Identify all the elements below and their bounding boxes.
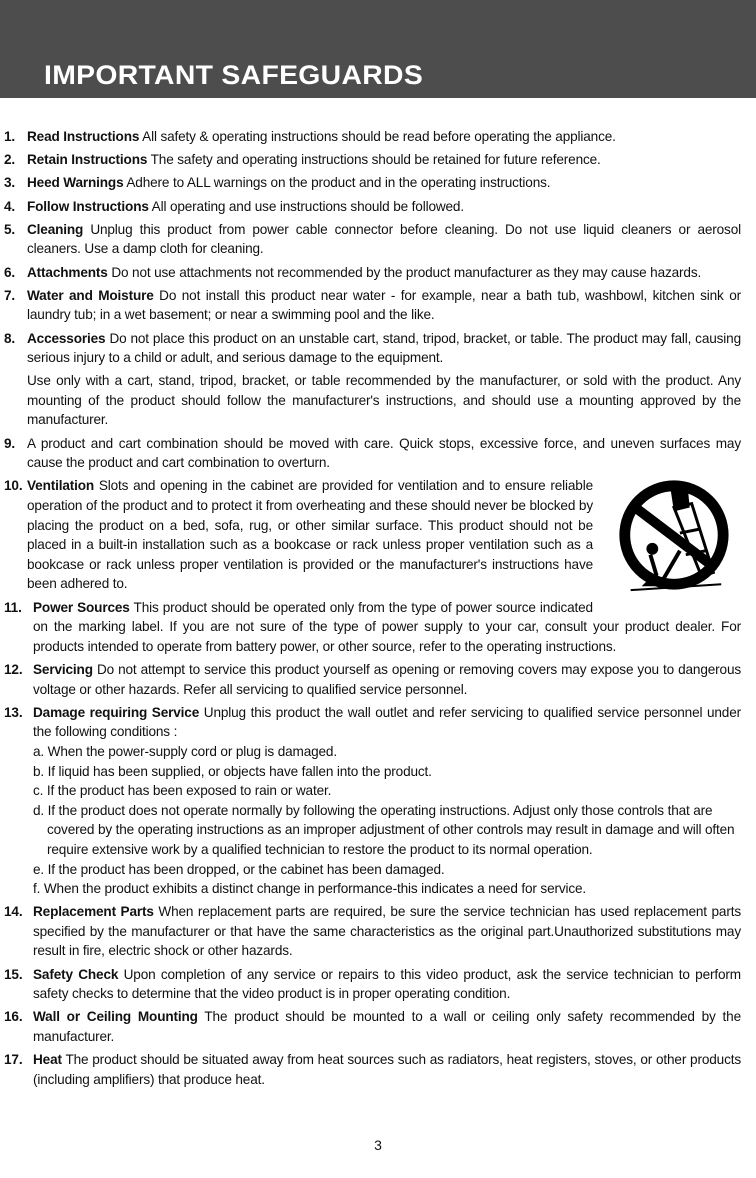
item-text: [27, 329, 741, 368]
item-text: [33, 703, 741, 742]
item-title: Cleaning: [27, 221, 84, 237]
item-body: Unplug this product the wall outlet and refer servicing to qualified service personnel under the following conditions :: [33, 704, 742, 740]
safeguard-item: [4, 902, 741, 961]
item-number: 10.: [4, 478, 23, 494]
item-text: [27, 150, 741, 170]
item-title: Heat: [33, 1052, 62, 1068]
safeguard-item: [4, 660, 741, 699]
item-number: 11.: [4, 599, 22, 615]
safeguard-item: [4, 173, 741, 193]
item-number: 17.: [4, 1052, 23, 1068]
item-number: 13.: [4, 704, 23, 720]
item-number: 6.: [4, 264, 16, 280]
item-extra: Use only with a cart, stand, tripod, bracket, or table recommended by the manufacturer, or sold with the product. Any mounting of the product should follow the manufacturer's instructions, and should use a mounting approved by the manufacturer.: [27, 373, 741, 428]
safeguard-item: [4, 220, 741, 259]
item-body: All safety & operating instructions should be read before operating the appliance.: [142, 129, 616, 144]
item-text: [33, 902, 741, 961]
item-title: Water and Moisture: [27, 287, 154, 303]
item-number: 7.: [4, 287, 16, 303]
item-body: Slots and opening in the cabinet are provided for ventilation and to ensure reliable operation of the product and to protect it from overheating and these should never be blocked by placing the product on a bed, sofa, rug, or other similar surface. This product should not be placed in a built-in installation such as a bookcase or rack unless proper ventilation such as a bookcase or rack unless proper ventilation is provided or the manufacturer's instructions have been adhered to.: [27, 478, 593, 592]
item-title: Replacement Parts: [33, 904, 154, 920]
item-body: The product should be situated away from heat sources such as radiators, heat registers, stoves, or other products (including amplifiers) that produce heat.: [33, 1052, 741, 1087]
safeguard-item: [4, 965, 741, 1004]
safeguard-item: [4, 150, 741, 170]
safeguard-item: [4, 1007, 741, 1046]
sub-item: b. If liquid has been supplied, or objects have fallen into the product.: [33, 763, 432, 779]
item-text: [27, 263, 741, 283]
item-body: Unplug this product from power cable connector before cleaning. Do not use liquid cleaners or aerosol cleaners. Use a damp cloth for cleaning.: [27, 221, 741, 257]
safeguard-item: [4, 703, 741, 899]
item-body: This product should be operated only from the type of power source indicated on the marking label. If you are not sure of the type of power supply to your car, consult your product dealer. For products intended to operate from battery power, or other source, refer to the operating instructions.: [33, 599, 741, 654]
item-body: When replacement parts are required, be sure the service technician has used replacement parts specified by the manufacturer or that have the same characteristics as the original part.Unauthorized substitutions may result in fire, electric shock or other hazards.: [33, 904, 741, 959]
item-title: Accessories: [27, 330, 106, 346]
safeguard-item: [4, 434, 741, 473]
safeguard-item: [4, 598, 741, 657]
item-body: Do not place this product on an unstable cart, stand, tripod, bracket, or table. The product may fall, causing serious injury to a child or adult, and serious damage to the equipment.: [27, 330, 741, 366]
sub-list: [33, 742, 741, 899]
item-title: Safety Check: [33, 966, 119, 982]
item-body: Do not use attachments not recommended by the product manufacturer as they may cause hazards.: [111, 264, 702, 280]
safeguard-item: [4, 286, 741, 325]
sub-item: d. If the product does not operate normally by following the operating instructions. Adjust only those controls that are covered by the operating instructions as an improper adjustment of other controls may result in damage and will often require extensive work by a qualified technician to restore the product to its normal operation.: [33, 802, 735, 857]
item-text: [27, 220, 741, 259]
item-title: Read Instructions: [27, 129, 140, 144]
item-title: Wall or Ceiling Mounting: [33, 1009, 198, 1025]
item-text: [33, 1050, 741, 1089]
item-title: Damage requiring Service: [33, 704, 200, 720]
safeguard-item: [4, 329, 741, 431]
item-number: 1.: [4, 129, 16, 144]
item-number: 8.: [4, 330, 16, 346]
item-body: A product and cart combination should be moved with care. Quick stops, excessive force, and uneven surfaces may cause the product and cart combination to overturn.: [27, 435, 741, 471]
safeguard-item: [4, 263, 741, 283]
item-body: Do not install this product near water - for example, near a bath tub, washbowl, kitchen sink or laundry tub; in a wet basement; or near a swimming pool and the like.: [27, 287, 741, 323]
item-text: [33, 1007, 741, 1046]
sub-item: a. When the power-supply cord or plug is damaged.: [33, 743, 337, 759]
item-number: 3.: [4, 175, 16, 191]
item-text: [27, 434, 741, 473]
item-text: [33, 965, 741, 1004]
safeguard-item: [4, 197, 741, 217]
page-number: 3: [374, 1137, 382, 1153]
safeguard-item: [4, 476, 741, 594]
sub-item: c. If the product has been exposed to rain or water.: [33, 783, 332, 799]
item-number: 4.: [4, 198, 16, 214]
item-number: 9.: [4, 435, 16, 451]
page-title: IMPORTANT SAFEGUARDS: [44, 60, 424, 90]
item-text: [33, 660, 741, 699]
item-body: All operating and use instructions should be followed.: [151, 198, 464, 214]
item-title: Follow Instructions: [27, 198, 149, 214]
item-title: Attachments: [27, 264, 108, 280]
item-number: 15.: [4, 966, 23, 982]
sub-item: f. When the product exhibits a distinct change in performance-this indicates a need for service.: [33, 881, 587, 897]
item-text: [27, 127, 741, 147]
item-title: Servicing: [33, 661, 93, 677]
sub-item: e. If the product has been dropped, or the cabinet has been damaged.: [33, 861, 445, 877]
item-body: Upon completion of any service or repairs to this video product, ask the service technician to perform safety checks to determine that the video product is in proper operating condition.: [33, 966, 741, 1002]
header-banner: [0, 0, 756, 98]
item-body: The safety and operating instructions should be retained for future reference.: [150, 152, 601, 168]
item-title: Ventilation: [27, 478, 95, 494]
item-title: Retain Instructions: [27, 152, 148, 168]
item-number: 16.: [4, 1009, 23, 1025]
item-number: 5.: [4, 221, 16, 237]
safeguard-item: [4, 1050, 741, 1089]
item-title: Power Sources: [33, 599, 130, 615]
item-number: 12.: [4, 661, 23, 677]
item-text: [27, 286, 741, 325]
item-number: 2.: [4, 152, 16, 168]
item-text: [33, 598, 741, 657]
safeguard-item: [4, 127, 741, 147]
cart-tip-over-warning-icon: [603, 476, 741, 598]
item-title: Heed Warnings: [27, 175, 124, 191]
item-body: The product should be mounted to a wall or ceiling only safety recommended by the manufacturer.: [33, 1009, 741, 1045]
item-text: [27, 197, 741, 217]
item-text: [27, 173, 741, 193]
item-body: Do not attempt to service this product yourself as opening or removing covers may expose you to dangerous voltage or other hazards. Refer all servicing to qualified service personnel.: [33, 661, 741, 697]
item-number: 14.: [4, 904, 23, 920]
item-body: Adhere to ALL warnings on the product and in the operating instructions.: [126, 175, 551, 191]
safeguards-list: [4, 127, 741, 1093]
